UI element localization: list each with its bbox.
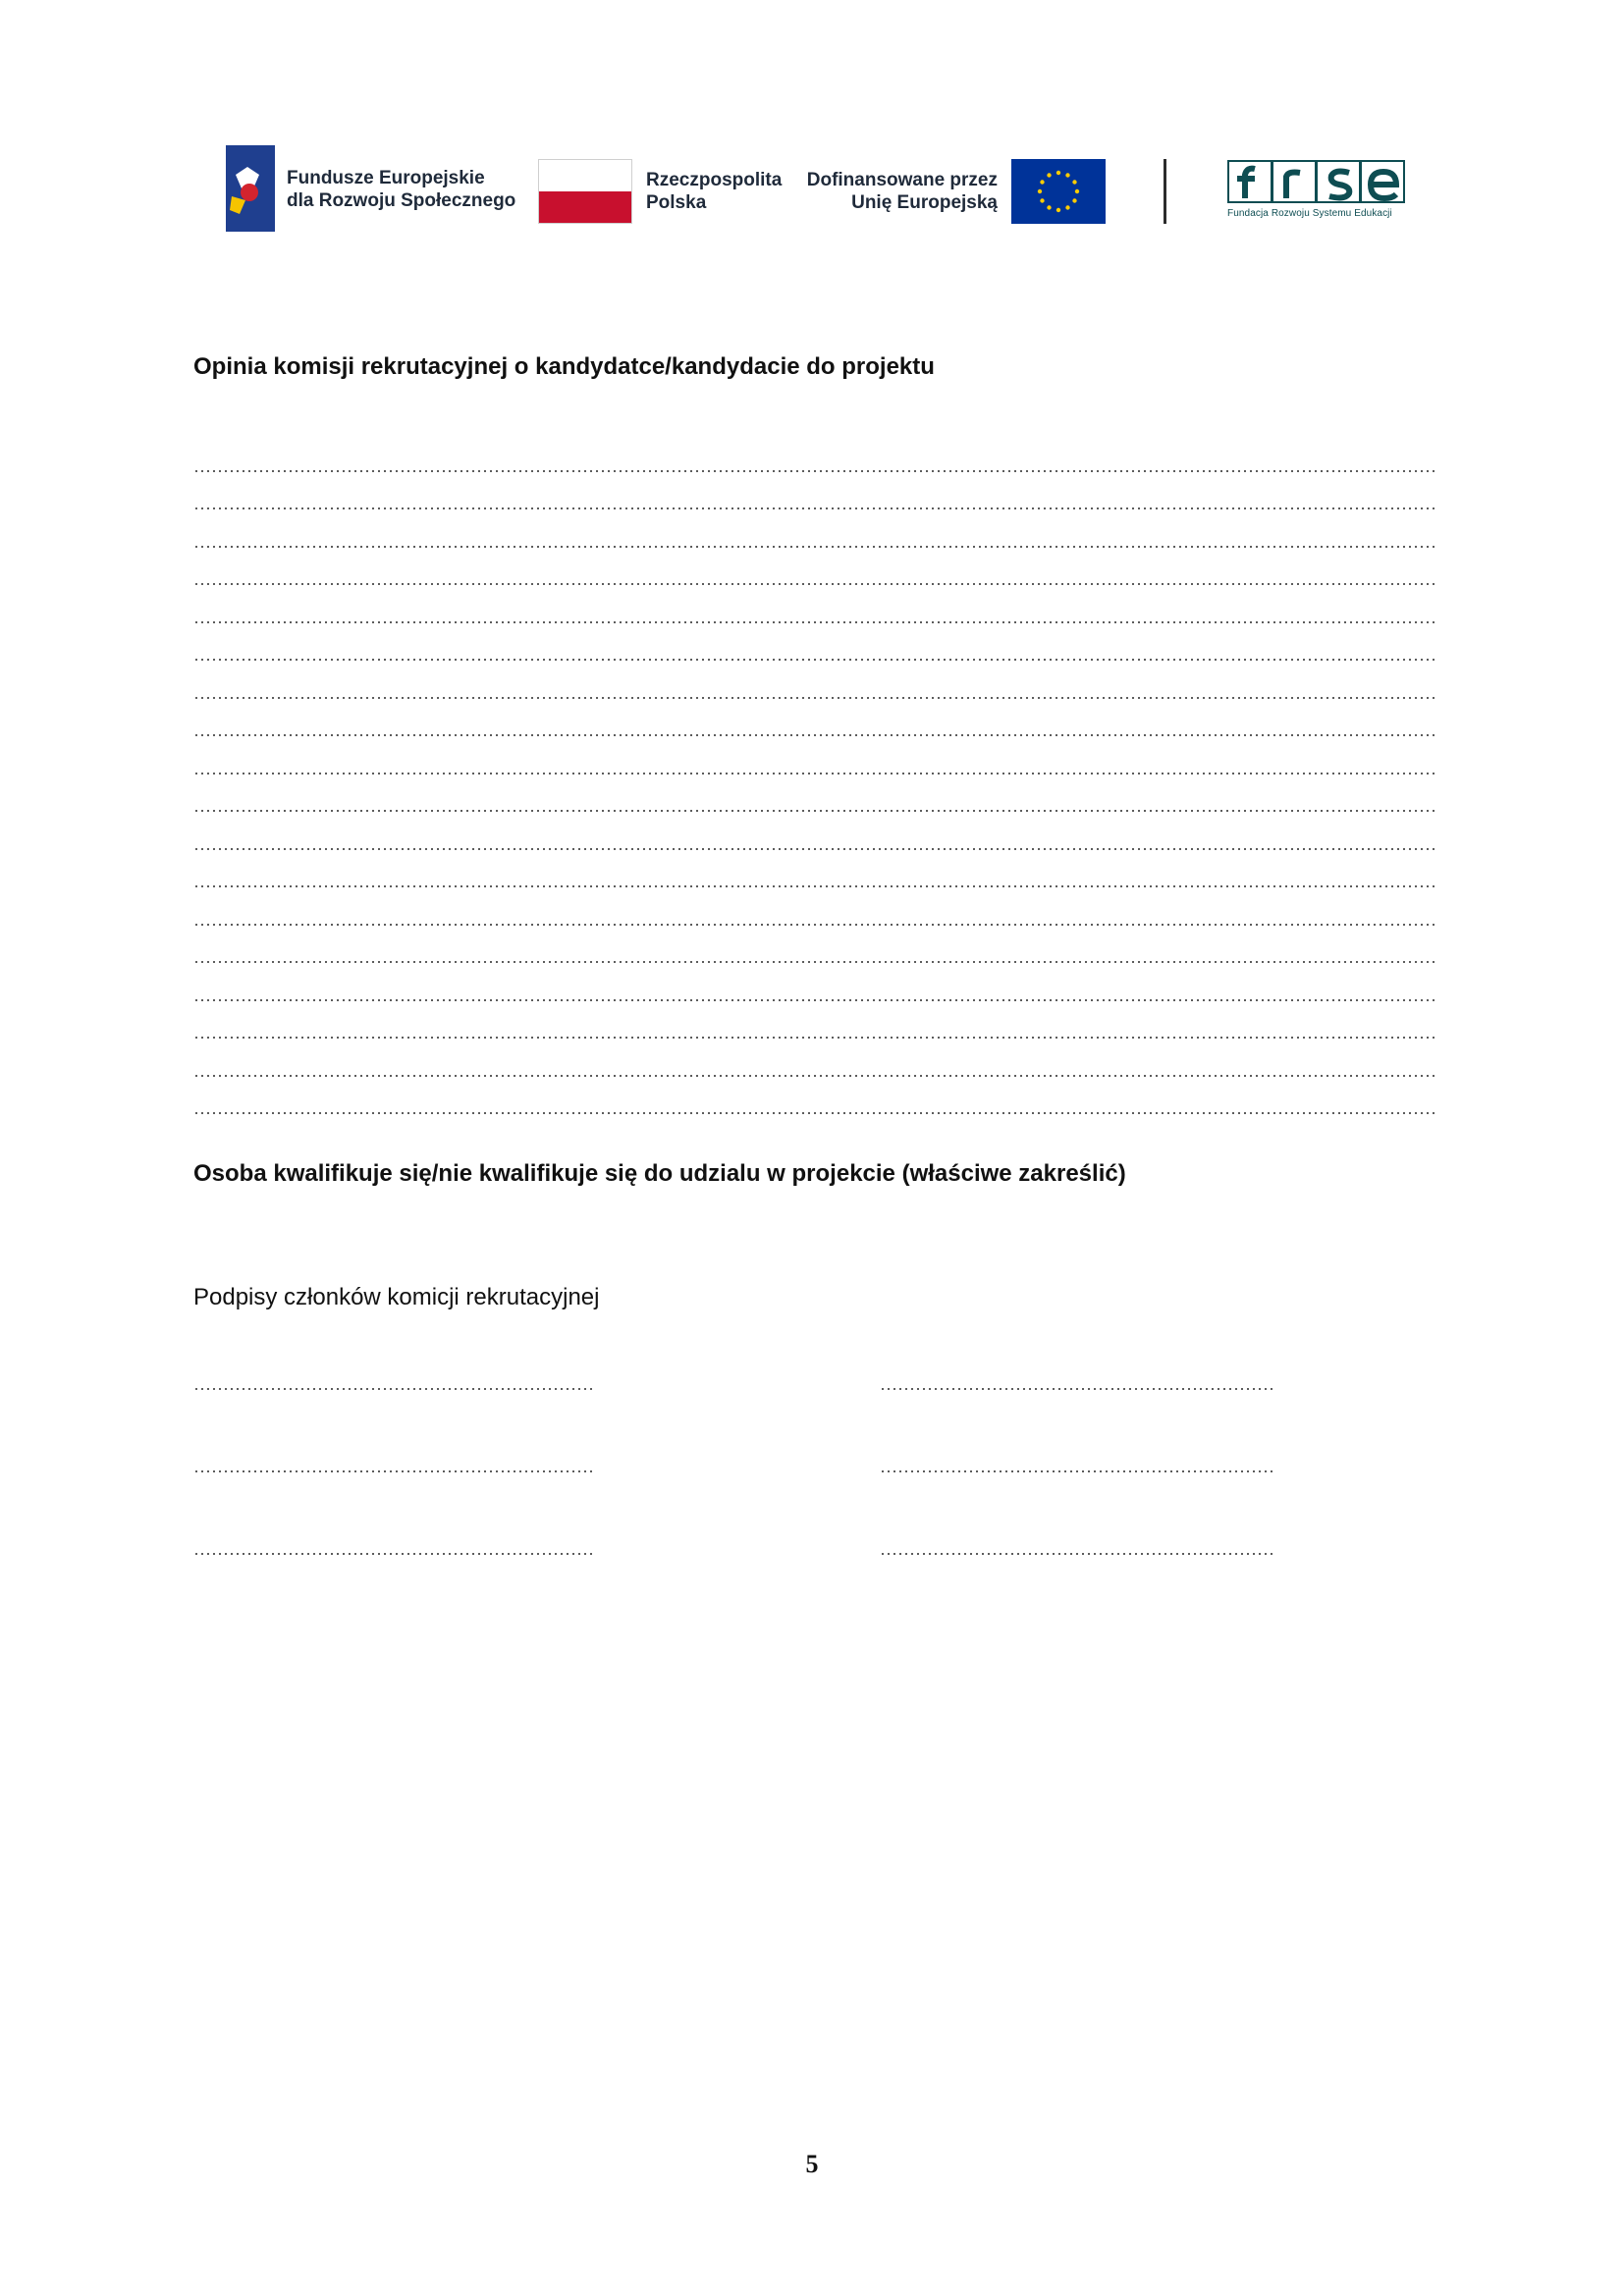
dotted-line xyxy=(193,935,1438,974)
polish-flag-icon xyxy=(538,159,632,224)
fe-logo xyxy=(226,145,550,234)
ue-logo-line1: Dofinansowane przez xyxy=(806,170,998,190)
signature-line xyxy=(880,1553,1274,1557)
rp-logo-line1: Rzeczpospolita xyxy=(646,170,783,190)
fe-star-icon xyxy=(226,145,275,232)
frse-subtitle: Fundacja Rozwoju Systemu Edukacji xyxy=(1227,208,1392,219)
signature-line xyxy=(880,1388,1274,1392)
signature-line xyxy=(193,1470,596,1474)
opinion-heading: Opinia komisji rekrutacyjnej o kandydatce/kandydacie do projektu xyxy=(193,353,935,380)
dotted-line xyxy=(193,482,1438,520)
dotted-line xyxy=(193,822,1438,860)
dotted-line xyxy=(193,897,1438,935)
qualification-heading: Osoba kwalifikuje się/nie kwalifikuje się do udzialu w projekcie (właściwe zakreślić) xyxy=(193,1160,1126,1187)
dotted-line xyxy=(193,595,1438,633)
dotted-line xyxy=(193,1048,1438,1087)
dotted-line xyxy=(193,444,1438,482)
ue-logo-line2: Unię Europejską xyxy=(851,192,998,213)
frse-wordmark-icon xyxy=(1227,159,1408,206)
opinion-lines xyxy=(193,444,1438,1124)
signature-line xyxy=(193,1553,596,1557)
dotted-line xyxy=(193,1011,1438,1049)
rp-logo-line2: Polska xyxy=(646,192,707,213)
dotted-line xyxy=(193,670,1438,709)
rp-logo xyxy=(538,159,793,226)
dotted-line xyxy=(193,1087,1438,1125)
signature-line xyxy=(880,1470,1274,1474)
fe-logo-line1: Fundusze Europejskie xyxy=(287,168,485,188)
dotted-line xyxy=(193,973,1438,1011)
signature-line xyxy=(193,1388,596,1392)
dotted-line xyxy=(193,746,1438,784)
fe-logo-line2: dla Rozwoju Społecznego xyxy=(287,190,516,211)
page-header xyxy=(0,0,1624,255)
page-number: 5 xyxy=(805,2150,819,2178)
dotted-line xyxy=(193,709,1438,747)
signatures-title: Podpisy członków komicji rekrutacyjnej xyxy=(193,1284,600,1310)
header-separator xyxy=(1164,159,1166,224)
dotted-line xyxy=(193,860,1438,898)
frse-logo xyxy=(1227,159,1414,228)
ue-logo xyxy=(806,159,1106,224)
dotted-line xyxy=(193,519,1438,558)
eu-flag-icon xyxy=(1011,159,1106,224)
dotted-line xyxy=(193,558,1438,596)
dotted-line xyxy=(193,633,1438,671)
dotted-line xyxy=(193,784,1438,823)
